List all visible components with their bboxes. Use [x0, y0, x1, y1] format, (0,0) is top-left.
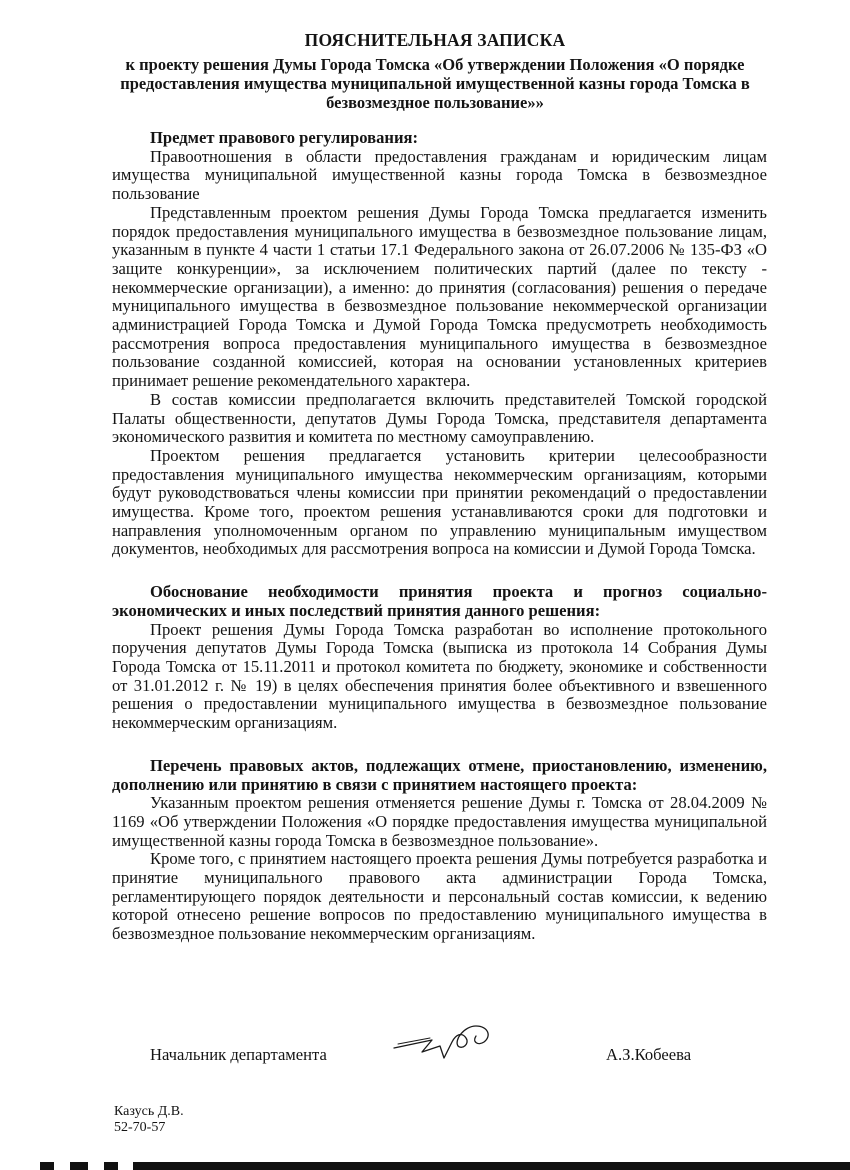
rationale-paragraph-1: Проект решения Думы Города Томска разработан во исполнение протокольного поручения депутатов Думы Города Томска (выписка из протокола 14 Собрания Думы Города Томска от 15.11.2011 и протокол комитета по бюджету, экономике и собственности от 31.01.2012 г. № 19) в целях обеспечения принятия более объективного и взвешенного решения о предоставлении муниципального имущества в безвозмездное пользование некоммерческим организациям. [112, 619, 767, 733]
section-spacer [112, 733, 767, 757]
handwritten-signature [392, 1018, 502, 1062]
acts-paragraph-1: Указанным проектом решения отменяется решение Думы г. Томска от 28.04.2009 № 1169 «Об утверждении Положения «О порядке предоставления имущества муниципальной имущественной казны города Томска в безвозмездное пользование». [112, 793, 767, 850]
document-body [112, 129, 767, 944]
scan-edge-mark [104, 1162, 118, 1170]
acts-paragraph-2: Кроме того, с принятием настоящего проекта решения Думы потребуется разработка и принятие муниципального правового акта администрации Города Томска, регламентирующего порядок деятельности и персональный состав комиссии, к ведению которой отнесено решение вопросов по предоставлению муниципального имущества в безвозмездное пользование некоммерческим организациям. [112, 849, 767, 944]
subject-paragraph-1: Правоотношения в области предоставления гражданам и юридическим лицам имущества муниципальной имущественной казны города Томска в безвозмездное пользование [112, 146, 767, 204]
subject-heading: Предмет правового регулирования: [150, 128, 419, 147]
scan-edge-line [133, 1162, 850, 1170]
scan-edge-mark [70, 1162, 88, 1170]
executor-name: Казусь Д.В. [114, 1104, 184, 1119]
rationale-heading: Обоснование необходимости принятия проекта и прогноз социально-экономических и иных последствий принятия данного решения: [112, 582, 767, 620]
subject-paragraph-4: Проектом решения предлагается установить критерии целесообразности предоставления муниципального имущества некоммерческим организациям, которыми будут руководствоваться члены комиссии при принятии рекомендаций о предоставлении имущества. Кроме того, проектом решения устанавливаются сроки для подготовки и направления уполномоченным органом по управлению муниципальным имуществом документов, необходимых для рассмотрения вопроса на комиссии и Думой Города Томска. [112, 445, 767, 559]
signer-name: А.З.Кобеева [606, 1045, 692, 1064]
executor-phone: 52-70-57 [114, 1120, 166, 1135]
signer-position: Начальник департамента [150, 1045, 327, 1064]
document-subtitle: к проекту решения Думы Города Томска «Об утверждении Положения «О порядке предоставления имущества муниципальной имущественной казны города Томска в безвозмездное пользование»» [120, 55, 750, 112]
subject-paragraph-2: Представленным проектом решения Думы Города Томска предлагается изменить порядок предоставления муниципального имущества в безвозмездное пользование лицам, указанным в пункте 4 части 1 статьи 17.1 Федерального закона от 26.07.2006 № 135-ФЗ «О защите конкуренции», за исключением политических партий (далее по тексту - некоммерческие организации), а именно: до принятия (согласования) решения о передаче муниципального имущества в безвозмездное пользование некоммерческой организации администрацией Города Томска и Думой Города Томска предусмотреть необходимость рассмотрения вопроса предоставления муниципального имущества в безвозмездное пользование созданной комиссией, которая на основании установленных критериев принимает решение рекомендательного характера. [112, 202, 767, 391]
subject-paragraph-3: В состав комиссии предполагается включить представителей Томской городской Палаты общественности, депутатов Думы Города Томска, представителя департамента экономического развития и комитета по местному самоуправлению. [112, 389, 767, 447]
document-title: ПОЯСНИТЕЛЬНАЯ ЗАПИСКА [304, 30, 566, 50]
section-spacer [112, 559, 767, 583]
acts-heading: Перечень правовых актов, подлежащих отмене, приостановлению, изменению, дополнению или принятию в связи с принятием настоящего проекта: [112, 755, 767, 794]
scan-edge-mark [40, 1162, 54, 1170]
